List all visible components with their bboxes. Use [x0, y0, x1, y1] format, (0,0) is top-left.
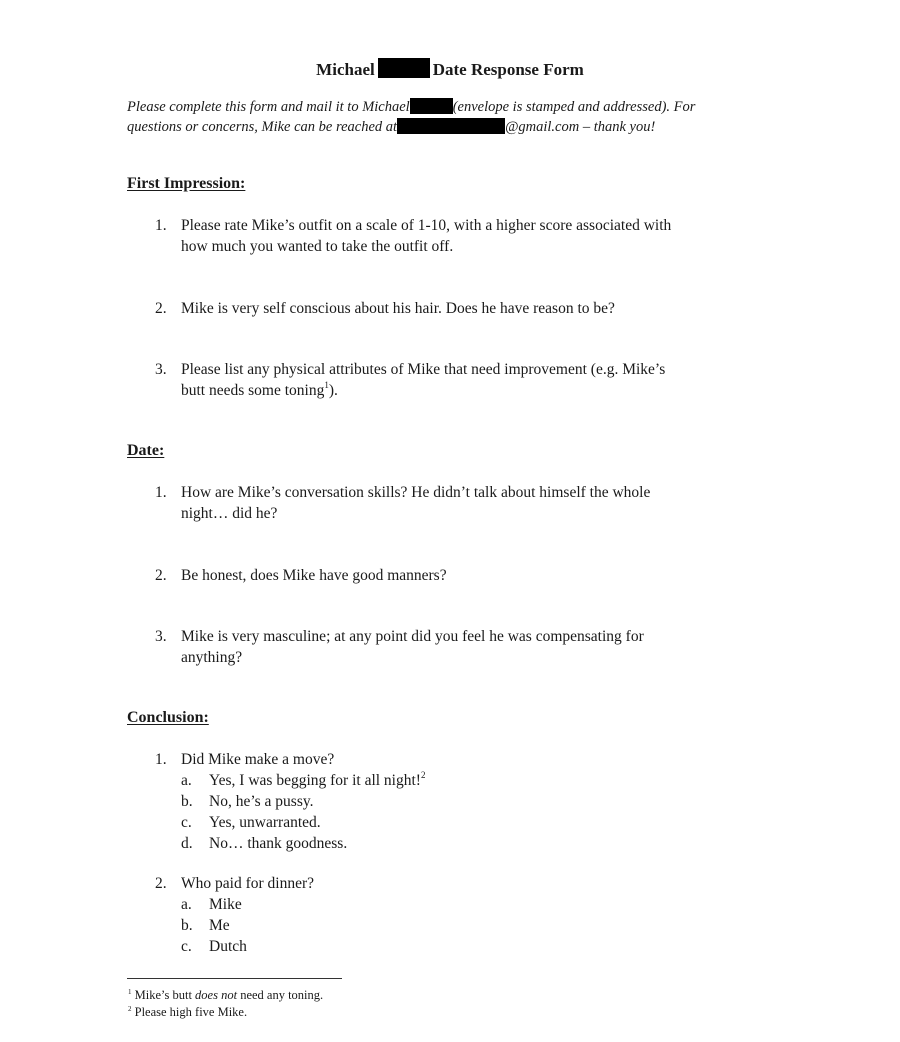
question-text: Be honest, does Mike have good manners?: [181, 567, 447, 584]
instructions-text: (envelope is stamped and addressed). For: [452, 99, 696, 115]
footnote-2: [128, 1004, 323, 1021]
question-first-impression-2: [155, 298, 775, 319]
question-number: 2.: [155, 567, 167, 584]
question-text: Please rate Mike’s outfit on a scale of 1-10, with a higher score associated with: [181, 217, 672, 234]
answer-option: [181, 833, 775, 854]
answer-options: [181, 894, 775, 957]
section-heading-conclusion: Conclusion:: [127, 709, 209, 726]
footnote-text: need any toning.: [237, 988, 324, 1002]
option-letter: d.: [181, 835, 193, 852]
redaction-block: [397, 118, 505, 134]
question-date-1: [155, 482, 775, 524]
footnote-emphasis: does not: [195, 988, 238, 1002]
footnote-text: Please high five Mike.: [134, 1005, 248, 1019]
answer-option: [181, 770, 775, 791]
question-number: 1.: [155, 751, 167, 768]
title-rest: Date Response Form: [432, 60, 584, 79]
option-letter: c.: [181, 938, 192, 955]
question-text: anything?: [181, 649, 243, 666]
answer-option: [181, 812, 775, 833]
instructions-line-1: [127, 97, 787, 117]
answer-option: [181, 915, 775, 936]
instructions-text: @gmail.com – thank you!: [505, 119, 656, 135]
option-text: Yes, I was begging for it all night!: [209, 772, 421, 789]
section-heading-first-impression: First Impression:: [127, 175, 246, 192]
instructions-text: Please complete this form and mail it to Michael: [127, 99, 410, 115]
answer-option: [181, 894, 775, 915]
question-date-3: [155, 626, 775, 668]
question-first-impression-3: [155, 359, 775, 401]
question-text: Mike is very masculine; at any point did you feel he was compensating for: [181, 628, 644, 645]
option-text: No… thank goodness.: [209, 835, 348, 852]
question-text: Mike is very self conscious about his hair. Does he have reason to be?: [181, 300, 615, 317]
answer-options: [181, 770, 775, 854]
question-text: Please list any physical attributes of Mike that need improvement (e.g. Mike’s: [181, 361, 666, 378]
form-title: [0, 58, 900, 80]
footnote-reference: 1: [324, 380, 329, 390]
question-number: 2.: [155, 875, 167, 892]
footnote-mark: 1: [128, 988, 132, 996]
question-text: butt needs some toning: [181, 382, 325, 399]
question-first-impression-1: [155, 215, 775, 257]
question-text: how much you wanted to take the outfit off.: [181, 238, 454, 255]
question-text: night… did he?: [181, 505, 278, 522]
question-date-2: [155, 565, 775, 586]
question-text: ).: [328, 382, 338, 399]
question-text-line-2: [181, 380, 775, 401]
redaction-block: [410, 98, 453, 114]
answer-option: [181, 936, 775, 957]
option-letter: a.: [181, 896, 192, 913]
footnote-text: Mike’s butt: [134, 988, 196, 1002]
question-number: 1.: [155, 217, 167, 234]
footnote-1: [128, 987, 323, 1004]
footnotes: [128, 987, 323, 1021]
option-text: No, he’s a pussy.: [209, 793, 314, 810]
option-letter: b.: [181, 793, 193, 810]
redaction-block: [378, 58, 430, 78]
question-conclusion-2: [155, 873, 775, 957]
question-text: How are Mike’s conversation skills? He didn’t talk about himself the whole: [181, 484, 651, 501]
instructions-text: questions or concerns, Mike can be reached at: [127, 119, 398, 135]
option-letter: c.: [181, 814, 192, 831]
section-heading-date: Date:: [127, 442, 165, 459]
footnote-divider: [127, 978, 342, 979]
question-number: 1.: [155, 484, 167, 501]
option-text: Me: [209, 917, 230, 934]
question-text: Did Mike make a move?: [181, 751, 335, 768]
option-text: Yes, unwarranted.: [209, 814, 321, 831]
question-number: 3.: [155, 628, 167, 645]
option-text: Mike: [209, 896, 242, 913]
title-first-name: Michael: [316, 60, 375, 79]
instructions-line-2: [127, 117, 787, 137]
option-text: Dutch: [209, 938, 247, 955]
option-letter: b.: [181, 917, 193, 934]
question-text: Who paid for dinner?: [181, 875, 314, 892]
option-letter: a.: [181, 772, 192, 789]
question-number: 3.: [155, 361, 167, 378]
answer-option: [181, 791, 775, 812]
form-instructions: [127, 97, 787, 137]
footnote-mark: 2: [128, 1005, 132, 1013]
footnote-reference: 2: [420, 770, 426, 780]
question-number: 2.: [155, 300, 167, 317]
question-conclusion-1: [155, 749, 775, 854]
